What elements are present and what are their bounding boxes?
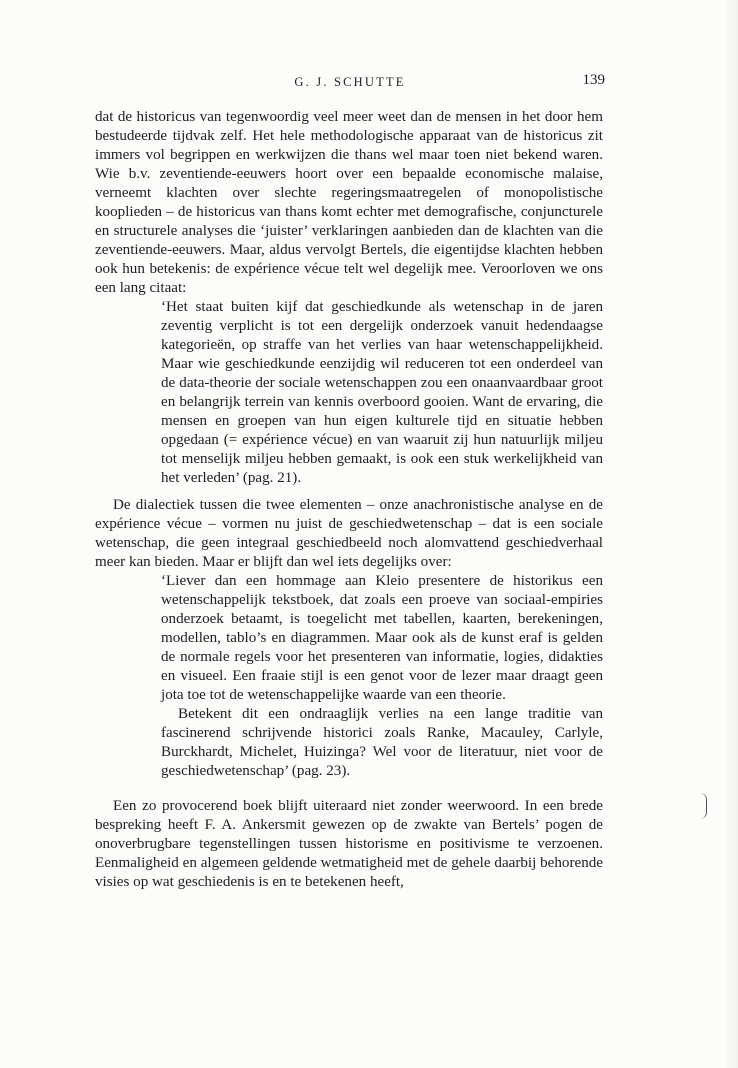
block-quote-2 <box>161 572 603 781</box>
page-header <box>95 72 605 92</box>
running-head: G. J. SCHUTTE <box>294 75 406 89</box>
paragraph-1: dat de historicus van tegenwoordig veel meer weet dan de mensen in het door hem bestudeerde tijdvak zelf. Het hele methodologische apparaat van de historicus zit immers vol begrippen en werkwijzen die thans wel maar toen niet bekend waren. Wie b.v. zeventiende-eeuwers hoort over een bepaalde economische malaise, verneemt klachten over slechte regeringsmaatregelen of monopolistische kooplieden – de historicus van thans komt echter met demografische, conjuncturele en structurele analyses die ‘juister’ verklaringen aanbieden dan de klachten van die zeventiende-eeuwers. Maar, aldus vervolgt Bertels, die eigentijdse klachten hebben ook hun betekenis: de expérience vécue telt wel degelijk mee. Veroorloven we ons een lang citaat: <box>95 109 603 296</box>
quote-1-text: ‘Het staat buiten kijf dat geschiedkunde als wetenschap in de jaren zeventig verplicht is tot een dergelijk onderzoek vanuit hedendaagse kategorieën, op straffe van het verlies van haar wetenschappelijkheid. Maar wie geschiedkunde eenzijdig wil reduceren tot een onderdeel van de data-theorie der sociale wetenschappen zou een onaanvaardbaar groot en belangrijk terrein van kennis overboord gooien. Want de ervaring, die mensen en groepen van hun eigen kulturele tijd en situatie hebben opgedaan (= expérience vécue) en van waaruit zij hun natuurlijk miljeu tot menselijk miljeu hebben gemaakt, is ook een stuk werkelijkheid van het verleden’ (pag. 21). <box>161 299 603 486</box>
block-quote-1 <box>161 298 603 488</box>
page-number: 139 <box>582 72 605 88</box>
margin-bracket-mark <box>700 793 707 819</box>
page-edge-shadow <box>724 0 738 1068</box>
quote-2-part-2: Betekent dit een ondraaglijk verlies na een lange traditie van fascinerend schrijvende historici zoals Ranke, Macauley, Carlyle, Burckhardt, Michelet, Huizinga? Wel voor de literatuur, niet voor de geschiedwetenschap’ (pag. 23). <box>161 706 603 779</box>
paragraph-2: De dialectiek tussen die twee elementen – onze anachronistische analyse en de expérience vécue – vormen nu juist de geschiedwetenschap – dat is een sociale wetenschap, die geen integraal geschiedbeeld noch alomvattend geschiedverhaal meer kan bieden. Maar er blijft dan wel iets degelijks over: <box>95 497 603 570</box>
paragraph-3: Een zo provocerend boek blijft uiteraard niet zonder weerwoord. In een brede bespreking heeft F. A. Ankersmit gewezen op de zwakte van Bertels’ pogen de onoverbrugbare tegenstellingen tussen historisme en positivisme te verzoenen. Eenmaligheid en algemeen geldende wetmatigheid met de gehele daarbij behorende visies op wat geschiedenis is en te betekenen heeft, <box>95 798 603 890</box>
quote-2-part-1: ‘Liever dan een hommage aan Kleio presentere de historikus een wetenschappelijk tekstboek, dat zoals een proeve van sociaal-empiries onderzoek betaamt, is toegelicht met tabellen, kaarten, berekeningen, modellen, tablo’s en diagrammen. Maar ook als de kunst eraf is gelden de normale regels voor het presenteren van informatie, logies, didakties en visueel. Een fraaie stijl is een genot voor de lezer maar draagt geen jota toe tot de wetenschappelijke waarde van een theorie. <box>161 573 603 703</box>
spacer <box>95 488 603 496</box>
body-text <box>95 108 603 892</box>
spacer <box>95 781 603 797</box>
